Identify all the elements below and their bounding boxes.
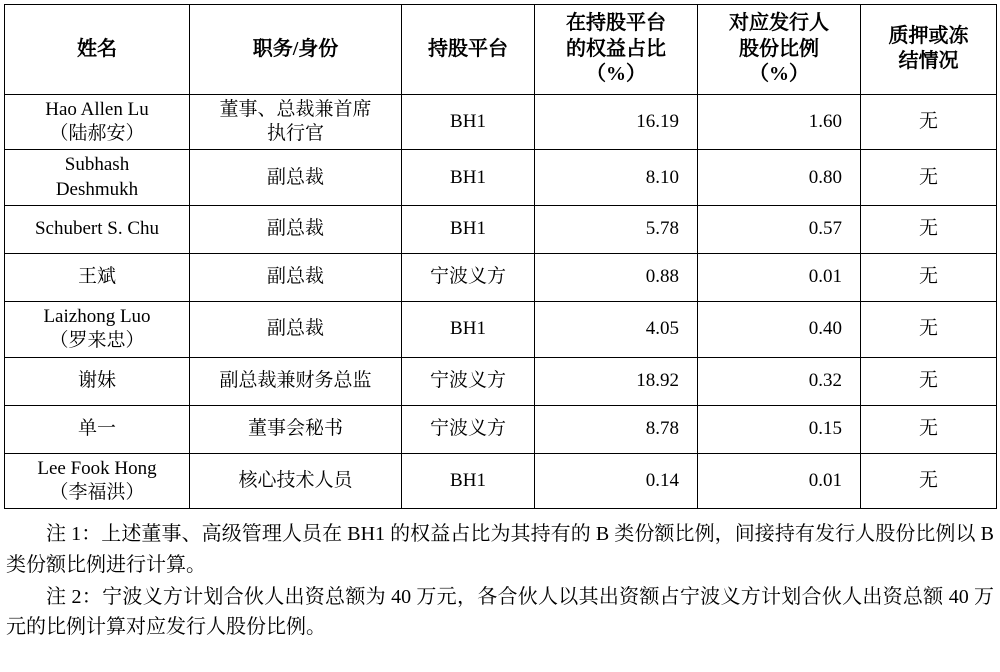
- cell-equity-ratio: 18.92: [535, 357, 698, 405]
- column-header-equity-ratio-line-2: 的权益占比: [566, 37, 666, 60]
- cell-name: 王斌: [5, 254, 190, 302]
- table-row: [5, 405, 997, 453]
- cell-name-sub: （罗来忠）: [49, 330, 145, 352]
- column-header-pledge-status-line-1: 质押或冻: [888, 24, 969, 47]
- cell-name: 单一: [5, 405, 190, 453]
- cell-platform: 宁波义方: [402, 405, 535, 453]
- cell-name-main: Laizhong Luo: [43, 306, 151, 328]
- table-body: [5, 94, 997, 509]
- cell-name-sub: （陆郝安）: [49, 123, 145, 145]
- table-row: [5, 453, 997, 509]
- cell-title-line-2: 执行官: [266, 123, 324, 145]
- cell-name: 谢妹: [5, 357, 190, 405]
- cell-pledge-status: 无: [861, 94, 997, 150]
- cell-issuer-ratio: 0.15: [698, 405, 861, 453]
- cell-platform: BH1: [402, 150, 535, 206]
- table-row: [5, 302, 997, 358]
- cell-equity-ratio: 4.05: [535, 302, 698, 358]
- cell-equity-ratio: 8.10: [535, 150, 698, 206]
- cell-equity-ratio: 5.78: [535, 206, 698, 254]
- column-header-equity-ratio-line-1: 在持股平台: [566, 12, 666, 34]
- cell-title: [190, 150, 402, 206]
- document-page: [0, 4, 1000, 672]
- cell-pledge-status: 无: [861, 254, 997, 302]
- table-row: [5, 150, 997, 206]
- column-header-title: [190, 5, 402, 95]
- cell-title: 副总裁兼财务总监: [190, 357, 402, 405]
- table-row: [5, 357, 997, 405]
- cell-equity-ratio: 0.88: [535, 254, 698, 302]
- cell-pledge-status: 无: [861, 206, 997, 254]
- table-note-2: 注 2：宁波义方计划合伙人出资总额为 40 万元，各合伙人以其出资额占宁波义方计划合伙人出资总额 40 万元的比例计算对应发行人股份比例。: [6, 586, 994, 639]
- cell-name-main: Hao Allen Lu: [45, 98, 149, 120]
- cell-issuer-ratio: 0.01: [698, 254, 861, 302]
- column-header-pledge-status-line-2: 结情况: [898, 50, 959, 73]
- cell-name: Schubert S. Chu: [5, 206, 190, 254]
- table-header-row: [5, 5, 997, 95]
- table-row: [5, 94, 997, 150]
- cell-platform: BH1: [402, 453, 535, 509]
- column-header-platform: [402, 5, 535, 95]
- table-row: [5, 206, 997, 254]
- column-header-platform-line-1: 持股平台: [428, 37, 508, 60]
- cell-title: 副总裁: [190, 254, 402, 302]
- cell-pledge-status: 无: [861, 302, 997, 358]
- column-header-issuer-ratio-line-1: 对应发行人: [729, 12, 829, 34]
- table-header: [5, 5, 997, 95]
- table-row: [5, 254, 997, 302]
- cell-equity-ratio: 8.78: [535, 405, 698, 453]
- cell-pledge-status: 无: [861, 453, 997, 509]
- cell-title-line-1: 副总裁: [266, 166, 324, 188]
- cell-pledge-status: 无: [861, 405, 997, 453]
- cell-issuer-ratio: 0.57: [698, 206, 861, 254]
- cell-name: [5, 94, 190, 150]
- cell-platform: 宁波义方: [402, 357, 535, 405]
- column-header-pledge-status: [861, 5, 997, 95]
- cell-name: [5, 150, 190, 206]
- cell-title: 副总裁: [190, 302, 402, 358]
- cell-issuer-ratio: 1.60: [698, 94, 861, 150]
- cell-name-sub: （李福洪）: [49, 481, 145, 503]
- cell-name-main: Subhash: [64, 154, 130, 176]
- column-header-name-line-1: 姓名: [77, 37, 117, 60]
- cell-platform: BH1: [402, 206, 535, 254]
- cell-title: [190, 94, 402, 150]
- cell-title-line-1: 董事、总裁兼首席: [219, 98, 372, 120]
- cell-platform: 宁波义方: [402, 254, 535, 302]
- cell-platform: BH1: [402, 94, 535, 150]
- column-header-issuer-ratio-line-2: 股份比例: [739, 37, 819, 60]
- column-header-name: [5, 5, 190, 95]
- cell-name: [5, 453, 190, 509]
- cell-platform: BH1: [402, 302, 535, 358]
- cell-equity-ratio: 0.14: [535, 453, 698, 509]
- column-header-issuer-ratio: [698, 5, 861, 95]
- cell-title: 董事会秘书: [190, 405, 402, 453]
- column-header-equity-ratio: [535, 5, 698, 95]
- column-header-title-line-1: 职务/身份: [252, 37, 339, 60]
- cell-issuer-ratio: 0.01: [698, 453, 861, 509]
- column-header-equity-ratio-line-3: （%）: [586, 63, 646, 86]
- cell-title: 副总裁: [190, 206, 402, 254]
- cell-title: 核心技术人员: [190, 453, 402, 509]
- column-header-issuer-ratio-line-3: （%）: [749, 63, 809, 86]
- cell-issuer-ratio: 0.40: [698, 302, 861, 358]
- cell-pledge-status: 无: [861, 150, 997, 206]
- table-note-1: 注 1：上述董事、高级管理人员在 BH1 的权益占比为其持有的 B 类份额比例，间接持有发行人股份比例以 B 类份额比例进行计算。: [6, 523, 994, 576]
- shareholding-table: [4, 4, 997, 509]
- cell-pledge-status: 无: [861, 357, 997, 405]
- cell-equity-ratio: 16.19: [535, 94, 698, 150]
- table-notes: [6, 519, 994, 643]
- cell-name-sub: Deshmukh: [55, 178, 139, 200]
- cell-issuer-ratio: 0.80: [698, 150, 861, 206]
- cell-name-main: Lee Fook Hong: [37, 457, 157, 479]
- cell-name: [5, 302, 190, 358]
- cell-issuer-ratio: 0.32: [698, 357, 861, 405]
